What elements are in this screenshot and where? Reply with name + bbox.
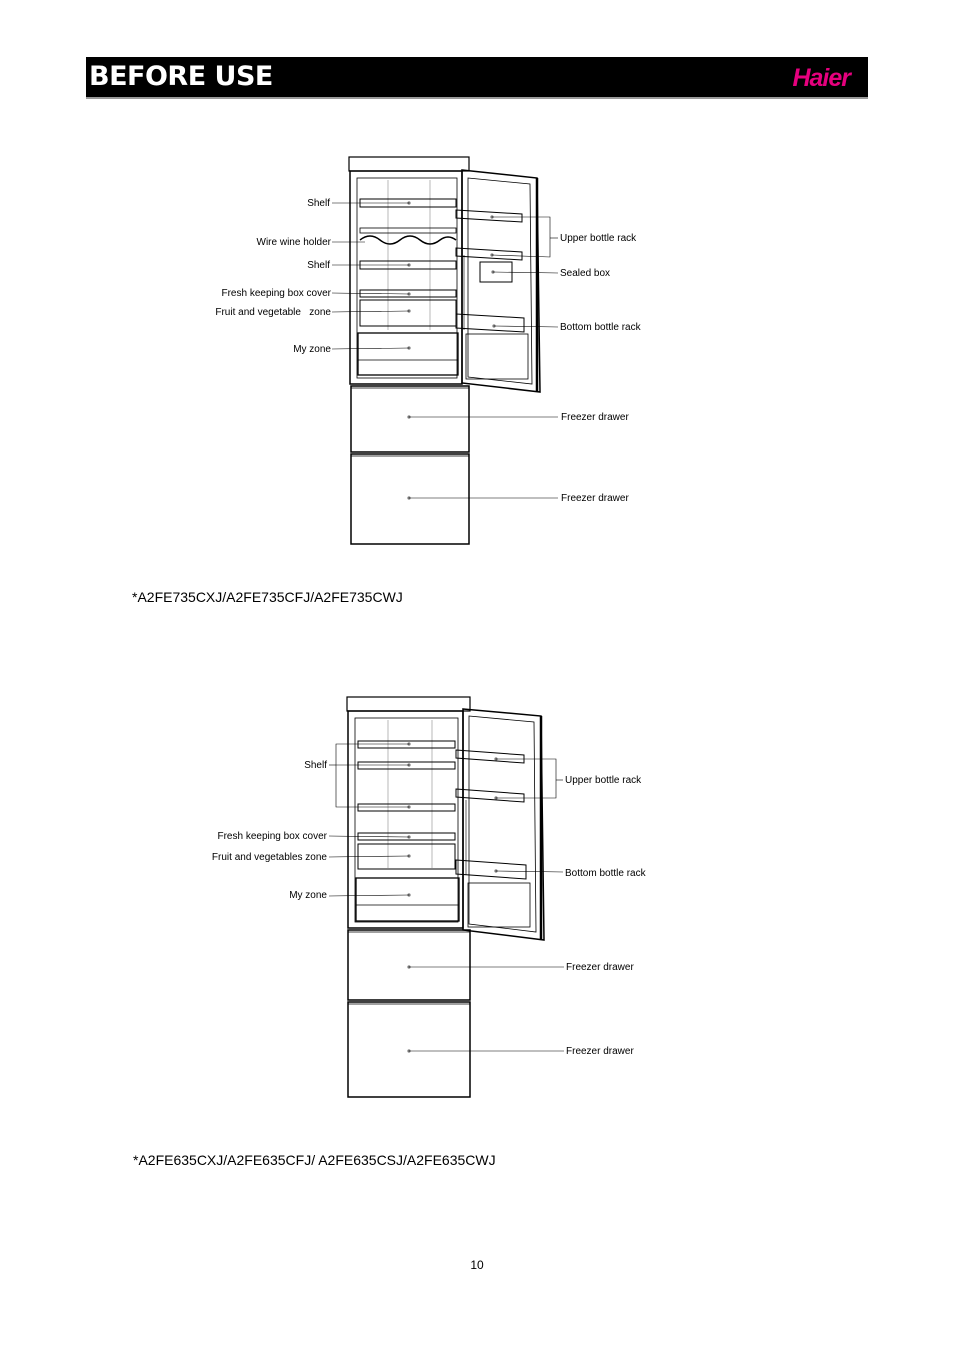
label-freezer-drawer-1: Freezer drawer (566, 962, 634, 973)
fridge-door (463, 709, 544, 940)
shelf-c (358, 804, 455, 811)
label-upper-bottle-rack: Upper bottle rack (565, 775, 642, 786)
figure-2-fridge-diagram (195, 690, 665, 1105)
label-fresh-keeping-box-cover: Fresh keeping box cover (217, 831, 327, 842)
upper-bottle-rack-shelf-2 (456, 248, 522, 260)
page-number: 10 (470, 1258, 484, 1272)
my-zone (358, 333, 458, 375)
bottom-bottle-rack (456, 314, 524, 332)
upper-bottle-rack-shelf-1 (456, 210, 522, 222)
label-fresh-keeping-box-cover: Fresh keeping box cover (221, 288, 331, 299)
figure-2-caption: *A2FE635CXJ/A2FE635CFJ/ A2FE635CSJ/A2FE635CWJ (133, 1152, 496, 1168)
label-my-zone: My zone (289, 890, 327, 901)
freezer-drawer-1 (351, 386, 469, 452)
label-freezer-drawer-2: Freezer drawer (561, 493, 629, 504)
wire-wine-holder (360, 236, 456, 244)
label-fruit-vegetables-zone: Fruit and vegetables zone (211, 852, 327, 863)
label-wire-wine-holder: Wire wine holder (256, 237, 331, 248)
label-shelf: Shelf (304, 760, 327, 771)
figure-1-fridge-diagram (200, 150, 660, 550)
shelf-a (358, 741, 455, 748)
label-freezer-drawer-2: Freezer drawer (566, 1046, 634, 1057)
haier-logo: Haier (792, 64, 850, 92)
upper-bottle-rack-shelf-1 (456, 750, 524, 763)
label-my-zone: My zone (293, 344, 331, 355)
fridge-top (349, 157, 469, 171)
header-bar (86, 57, 868, 99)
page-title: BEFORE USE (89, 61, 273, 92)
figure-1-caption: *A2FE735CXJ/A2FE735CFJ/A2FE735CWJ (132, 589, 403, 605)
fridge-top (347, 697, 470, 711)
label-shelf-2: Shelf (307, 260, 330, 271)
shelf-b (358, 762, 455, 769)
label-sealed-box: Sealed box (560, 268, 611, 279)
fruit-veg-zone (360, 300, 456, 326)
bottom-bottle-rack (456, 860, 526, 879)
label-bottom-bottle-rack: Bottom bottle rack (565, 868, 646, 879)
freezer-drawer-1 (348, 930, 470, 1000)
label-fruit-vegetable-zone: Fruit and vegetable zone (215, 307, 331, 318)
label-freezer-drawer-1: Freezer drawer (561, 412, 629, 423)
label-upper-bottle-rack: Upper bottle rack (560, 233, 637, 244)
label-bottom-bottle-rack: Bottom bottle rack (560, 322, 641, 333)
label-shelf-1: Shelf (307, 198, 330, 209)
my-zone (356, 878, 459, 921)
